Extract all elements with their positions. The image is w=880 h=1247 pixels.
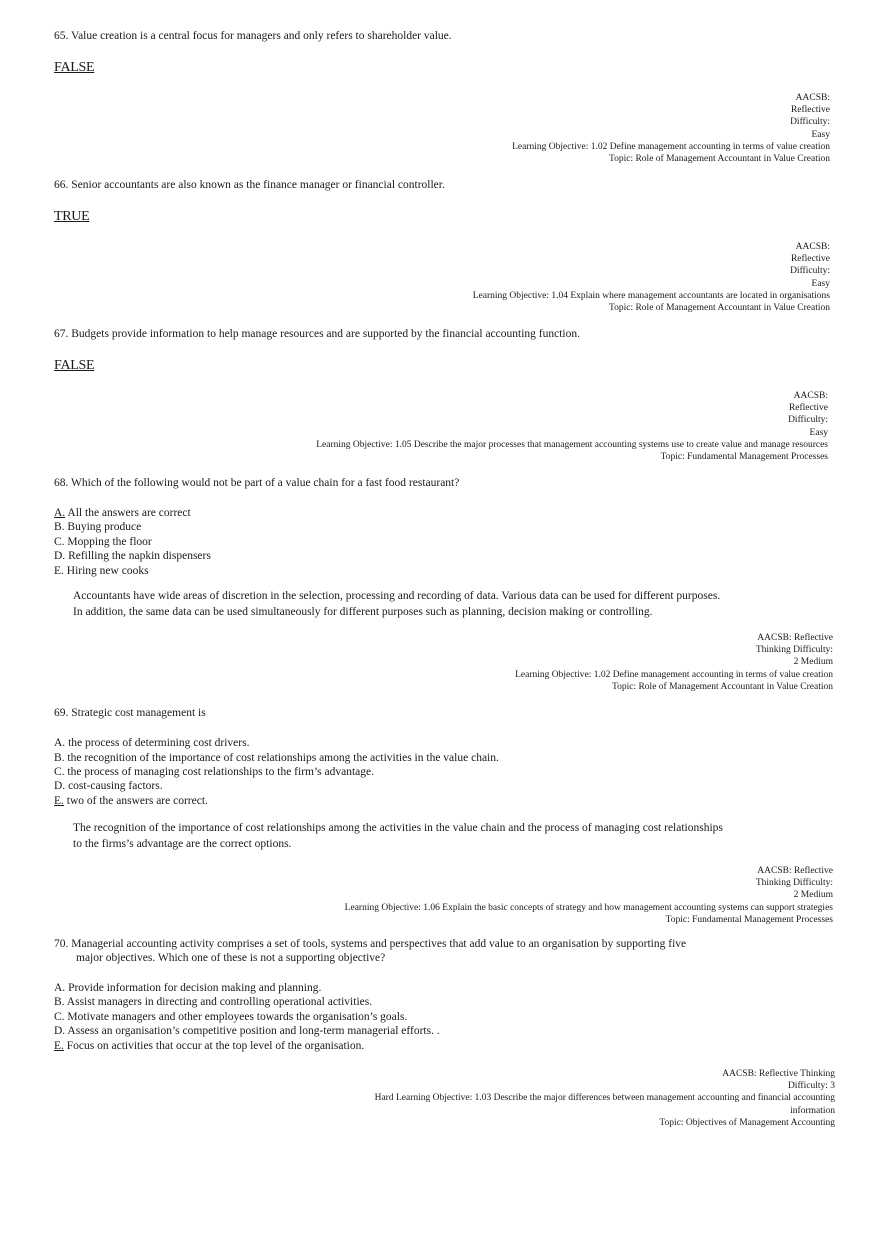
- meta-line: AACSB:: [795, 242, 830, 252]
- meta-line: Learning Objective: 1.02 Define management accounting in terms of value creation: [512, 141, 830, 152]
- question-69-option-a: [54, 737, 249, 749]
- option-letter: C.: [54, 536, 65, 548]
- option-letter: D.: [54, 550, 66, 562]
- option-letter: A.: [54, 982, 66, 994]
- option-text: All the answers are correct: [65, 507, 191, 519]
- meta-line: Easy: [811, 278, 830, 289]
- meta-line: AACSB:: [793, 391, 828, 401]
- option-letter: A.: [54, 507, 66, 519]
- question-69-option-d: [54, 780, 163, 792]
- option-letter: E.: [54, 1040, 64, 1052]
- question-67-meta: [316, 390, 828, 463]
- meta-line: Difficulty: 3: [787, 1081, 835, 1092]
- question-65-meta: [512, 92, 830, 165]
- meta-line: Hard Learning Objective: 1.03 Describe the major differences between management accounting and financial accounting: [374, 1093, 835, 1104]
- meta-line: Learning Objective: 1.06 Explain the basic concepts of strategy and how management accounting systems can support strategies: [344, 902, 833, 913]
- question-69-meta: [345, 865, 833, 926]
- question-67-stem: 67. Budgets provide information to help manage resources and are supported by the financial accounting function.: [54, 328, 580, 340]
- question-70-stem: 70. Managerial accounting activity comprises a set of tools, systems and perspectives that add value to an organisation by supporting five: [54, 938, 687, 950]
- option-text: Motivate managers and other employees towards the organisation’s goals.: [64, 1011, 408, 1023]
- option-text: Mopping the floor: [64, 536, 152, 548]
- meta-line: AACSB: Reflective: [757, 633, 833, 643]
- explanation-line: Accountants have wide areas of discretion in the selection, processing and recording of data. Various data can be used for different purposes.: [73, 590, 721, 602]
- question-70-option-c: [54, 1011, 407, 1023]
- meta-line: Reflective: [790, 254, 830, 265]
- meta-line: Topic: Fundamental Management Processes: [660, 452, 828, 463]
- option-text: Assist managers in directing and controlling operational activities.: [64, 996, 373, 1008]
- option-letter: C.: [54, 766, 65, 778]
- meta-line: Topic: Role of Management Accountant in Value Creation: [608, 154, 830, 165]
- question-67-answer: FALSE: [54, 358, 95, 373]
- question-68-option-a: [54, 507, 191, 519]
- question-70-option-a: [54, 982, 321, 994]
- option-text: cost-causing factors.: [65, 780, 163, 792]
- question-68-stem: 68. Which of the following would not be part of a value chain for a fast food restaurant?: [54, 477, 460, 489]
- meta-line: Learning Objective: 1.05 Describe the major processes that management accounting systems use to create value and manage resources: [316, 439, 828, 450]
- meta-line: Thinking Difficulty:: [755, 645, 833, 656]
- meta-line: Difficulty:: [788, 415, 828, 426]
- meta-line: 2 Medium: [793, 890, 833, 901]
- option-text: two of the answers are correct.: [63, 795, 208, 807]
- meta-line: Topic: Role of Management Accountant in Value Creation: [608, 303, 830, 314]
- meta-line: Topic: Role of Management Accountant in Value Creation: [611, 681, 833, 692]
- question-70-stem-continued: major objectives. Which one of these is not a supporting objective?: [76, 952, 386, 964]
- question-65-answer: FALSE: [54, 60, 95, 75]
- question-68-meta: [515, 632, 833, 693]
- question-70-meta: [375, 1068, 835, 1129]
- option-letter: A.: [54, 737, 66, 749]
- option-letter: D.: [54, 1025, 66, 1037]
- option-text: the recognition of the importance of cost relationships among the activities in the value chain.: [64, 752, 499, 764]
- option-text: Focus on activities that occur at the top level of the organisation.: [63, 1040, 365, 1052]
- question-69-explanation: [73, 820, 853, 852]
- question-70-option-d: [54, 1025, 440, 1037]
- question-70-option-e: [54, 1040, 364, 1052]
- meta-line: AACSB: Reflective: [757, 866, 833, 876]
- explanation-line: In addition, the same data can be used simultaneously for different purposes such as planning, decision making or controlling.: [73, 606, 653, 618]
- explanation-line: to the firms’s advantage are the correct options.: [73, 838, 292, 850]
- meta-line: Learning Objective: 1.02 Define management accounting in terms of value creation: [515, 669, 833, 680]
- question-69-option-b: [54, 752, 499, 764]
- meta-line: Difficulty:: [790, 266, 830, 277]
- meta-line: information: [790, 1105, 835, 1116]
- question-70-option-b: [54, 996, 372, 1008]
- option-text: Hiring new cooks: [63, 565, 149, 577]
- option-text: Buying produce: [64, 521, 142, 533]
- question-68-option-d: [54, 550, 211, 562]
- option-text: Assess an organisation’s competitive position and long-term managerial efforts. .: [65, 1025, 440, 1037]
- option-letter: B.: [54, 752, 65, 764]
- meta-line: Learning Objective: 1.04 Explain where management accountants are located in organisations: [472, 290, 830, 301]
- meta-line: Topic: Fundamental Management Processes: [665, 914, 833, 925]
- meta-line: Thinking Difficulty:: [755, 878, 833, 889]
- question-69-stem: 69. Strategic cost management is: [54, 707, 206, 719]
- option-letter: B.: [54, 996, 65, 1008]
- question-69-option-e: [54, 795, 208, 807]
- option-letter: E.: [54, 565, 64, 577]
- question-68-option-b: [54, 521, 141, 533]
- question-68-option-c: [54, 536, 152, 548]
- question-65-stem: 65. Value creation is a central focus for managers and only refers to shareholder value.: [54, 30, 452, 42]
- question-66-meta: [473, 241, 830, 314]
- option-text: the process of determining cost drivers.: [65, 737, 250, 749]
- meta-line: Difficulty:: [790, 117, 830, 128]
- option-letter: E.: [54, 795, 64, 807]
- option-text: Refilling the napkin dispensers: [65, 550, 211, 562]
- meta-line: Reflective: [790, 105, 830, 116]
- meta-line: Topic: Objectives of Management Accounting: [659, 1117, 835, 1128]
- question-69-option-c: [54, 766, 374, 778]
- meta-line: Easy: [811, 129, 830, 140]
- question-68-option-e: [54, 565, 149, 577]
- option-letter: D.: [54, 780, 66, 792]
- question-66-answer: TRUE: [54, 209, 90, 224]
- option-text: the process of managing cost relationships to the firm’s advantage.: [64, 766, 375, 778]
- meta-line: Easy: [809, 427, 828, 438]
- question-66-stem: 66. Senior accountants are also known as the finance manager or financial controller.: [54, 179, 445, 191]
- option-text: Provide information for decision making and planning.: [65, 982, 322, 994]
- meta-line: Reflective: [788, 403, 828, 414]
- option-letter: C.: [54, 1011, 65, 1023]
- option-letter: B.: [54, 521, 65, 533]
- explanation-line: The recognition of the importance of cost relationships among the activities in the value chain and the process of managing cost relationships: [73, 822, 723, 834]
- meta-line: 2 Medium: [793, 657, 833, 668]
- meta-line: AACSB:: [795, 93, 830, 103]
- question-68-explanation: [73, 588, 853, 620]
- meta-line: AACSB: Reflective Thinking: [722, 1069, 835, 1079]
